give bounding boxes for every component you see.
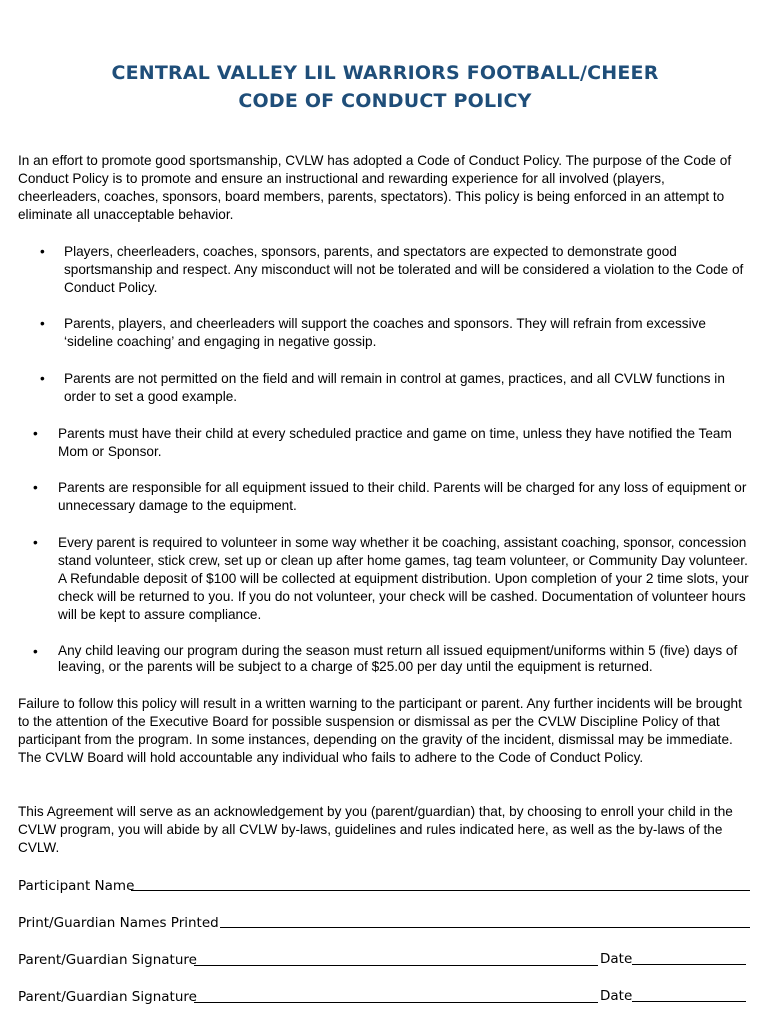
bullet-text: Parents, players, and cheerleaders will support the coaches and sponsors. They will refrain from excessive ‘sideline coaching’ and engaging in negative gossip.: [64, 316, 706, 349]
intro-paragraph: In an effort to promote good sportsmanship, CVLW has adopted a Code of Conduct Policy. The purpose of the Code of Conduct Policy is to promote and ensure an instructional and rewarding experience for all involved (players, cheerleaders, coaches, sponsors, board members, parents, spectators). This policy is being enforced in an attempt to eliminate all unacceptable behavior.: [18, 153, 732, 222]
bullet-icon: •: [40, 316, 45, 331]
document-title-line-2: CODE OF CONDUCT POLICY: [238, 90, 532, 112]
bullet-icon: •: [33, 535, 38, 550]
bullet-icon: •: [40, 244, 45, 259]
bullet-icon: •: [33, 480, 38, 495]
participant-name-field[interactable]: [131, 890, 750, 891]
signature-label-2: Parent/Guardian Signature: [18, 989, 197, 1005]
bullet-text: Parents are not permitted on the field and will remain in control at games, practices, and all CVLW functions in order to set a good example.: [64, 371, 725, 404]
date-field-2[interactable]: [632, 1001, 746, 1002]
signature-field-2[interactable]: [194, 1002, 598, 1003]
participant-name-label: Participant Name: [18, 878, 135, 894]
bullet-text: Every parent is required to volunteer in some way whether it be coaching, assistant coaching, sponsor, concession stand volunteer, stick crew, set up or clean up after home games, tag team volunteer, or Community Day volunteer. A Refundable deposit of $100 will be collected at equipment distribution. Upon completion of your 2 time slots, your check will be returned to you. If you do not volunteer, your check will be cashed. Documentation of volunteer hours will be kept to assure compliance.: [58, 535, 749, 622]
bullet-text: Parents must have their child at every scheduled practice and game on time, unless they have notified the Team Mom or Sponsor.: [58, 426, 732, 459]
signature-label-1: Parent/Guardian Signature: [18, 952, 197, 968]
bullet-icon: •: [33, 644, 38, 659]
bullet-icon: •: [40, 371, 45, 386]
failure-paragraph: Failure to follow this policy will result in a written warning to the participant or parent. Any further incidents will be brought to the attention of the Executive Board for possible suspension or dismissal as per the CVLW Discipline Policy of that participant from the program. In some instances, depending on the gravity of the incident, dismissal may be immediate. The CVLW Board will hold accountable any individual who fails to adhere to the Code of Conduct Policy.: [18, 696, 742, 765]
signature-field-1[interactable]: [194, 965, 598, 966]
guardian-names-field[interactable]: [220, 927, 750, 928]
guardian-names-label: Print/Guardian Names Printed: [18, 915, 219, 931]
bullet-text: Parents are responsible for all equipment issued to their child. Parents will be charged for any loss of equipment or unnecessary damage to the equipment.: [58, 480, 747, 513]
document-title-line-1: CENTRAL VALLEY LIL WARRIORS FOOTBALL/CHEER: [111, 62, 659, 84]
bullet-text: Players, cheerleaders, coaches, sponsors, parents, and spectators are expected to demonstrate good sportsmanship and respect. Any misconduct will not be tolerated and will be considered a violation to the Code of Conduct Policy.: [64, 244, 744, 295]
bullet-text: Any child leaving our program during the season must return all issued equipment/uniforms within 5 (five) days of leaving, or the parents will be subject to a charge of $25.00 per day until the equipment is returned.: [58, 643, 738, 674]
date-label-2: Date: [600, 988, 633, 1004]
date-field-1[interactable]: [632, 964, 746, 965]
agreement-paragraph: This Agreement will serve as an acknowledgement by you (parent/guardian) that, by choosing to enroll your child in the CVLW program, you will abide by all CVLW by-laws, guidelines and rules indicated here, as well as the by-laws of the CVLW.: [18, 804, 733, 855]
bullet-icon: •: [33, 426, 38, 441]
date-label-1: Date: [600, 951, 633, 967]
